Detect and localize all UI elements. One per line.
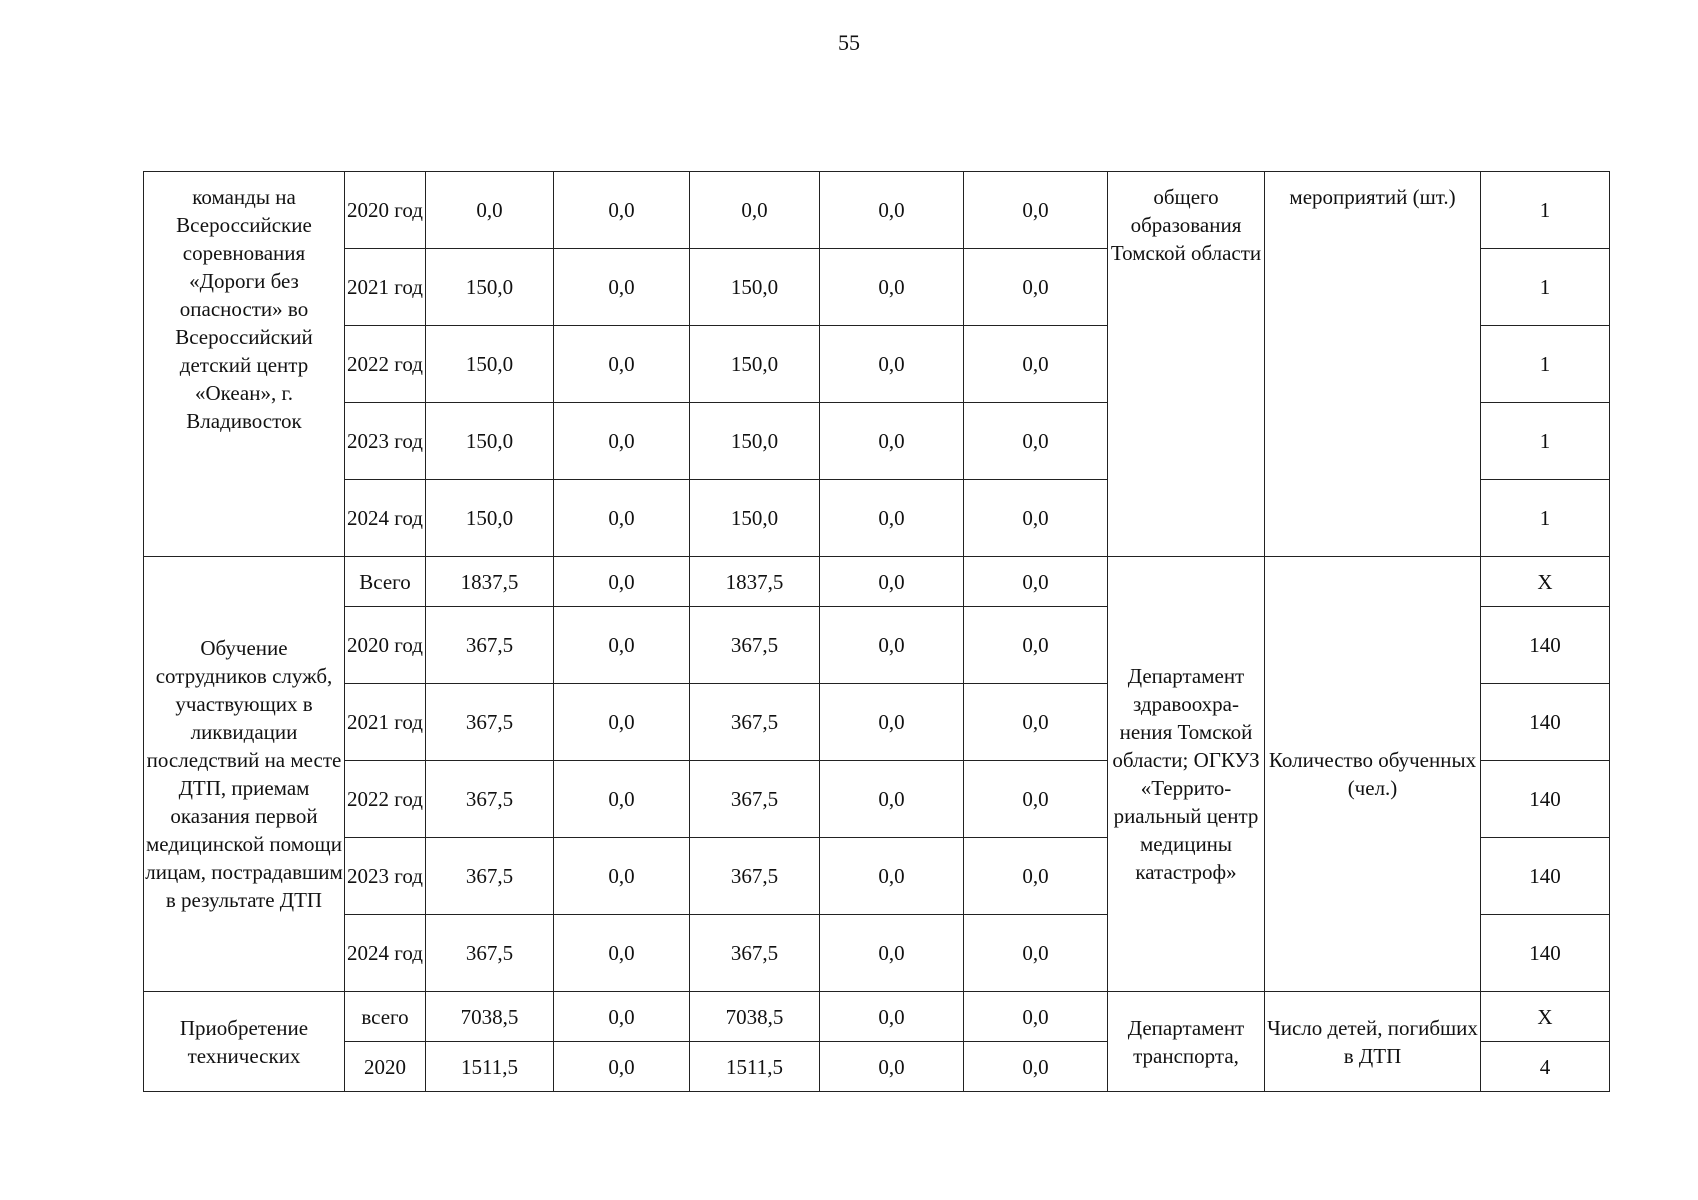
other-sources-cell: 0,0 (964, 403, 1108, 480)
indicator-cell: Количество обученных (чел.) (1265, 557, 1481, 992)
other-sources-cell: 0,0 (964, 326, 1108, 403)
federal-budget-cell: 0,0 (554, 992, 690, 1042)
activity-name-cell: Приобретение технических (144, 992, 345, 1092)
federal-budget-cell: 0,0 (554, 326, 690, 403)
local-budget-cell: 0,0 (820, 607, 964, 684)
local-budget-cell: 0,0 (820, 403, 964, 480)
other-sources-cell: 0,0 (964, 992, 1108, 1042)
year-cell: 2024 год (345, 915, 426, 992)
year-cell: Всего (345, 557, 426, 607)
year-cell: 2020 год (345, 172, 426, 249)
regional-budget-cell: 1511,5 (690, 1042, 820, 1092)
total-cell: 150,0 (426, 249, 554, 326)
other-sources-cell: 0,0 (964, 684, 1108, 761)
target-value-cell: 1 (1481, 249, 1610, 326)
indicator-cell: Число детей, погибших в ДТП (1265, 992, 1481, 1092)
federal-budget-cell: 0,0 (554, 838, 690, 915)
year-cell: 2021 год (345, 249, 426, 326)
regional-budget-cell: 367,5 (690, 838, 820, 915)
indicator-cell: мероприятий (шт.) (1265, 172, 1481, 557)
total-cell: 150,0 (426, 326, 554, 403)
federal-budget-cell: 0,0 (554, 480, 690, 557)
total-cell: 367,5 (426, 684, 554, 761)
regional-budget-cell: 150,0 (690, 326, 820, 403)
total-cell: 1837,5 (426, 557, 554, 607)
total-cell: 367,5 (426, 607, 554, 684)
table-row (144, 172, 1610, 249)
local-budget-cell: 0,0 (820, 1042, 964, 1092)
other-sources-cell: 0,0 (964, 172, 1108, 249)
executor-cell: Департамент транспорта, (1108, 992, 1265, 1092)
regional-budget-cell: 1837,5 (690, 557, 820, 607)
target-value-cell: 1 (1481, 172, 1610, 249)
federal-budget-cell: 0,0 (554, 172, 690, 249)
regional-budget-cell: 367,5 (690, 915, 820, 992)
year-cell: 2021 год (345, 684, 426, 761)
federal-budget-cell: 0,0 (554, 607, 690, 684)
year-cell: 2024 год (345, 480, 426, 557)
year-cell: всего (345, 992, 426, 1042)
other-sources-cell: 0,0 (964, 761, 1108, 838)
other-sources-cell: 0,0 (964, 480, 1108, 557)
year-cell: 2020 год (345, 607, 426, 684)
target-value-cell: 1 (1481, 403, 1610, 480)
regional-budget-cell: 367,5 (690, 607, 820, 684)
total-cell: 150,0 (426, 480, 554, 557)
target-value-cell: 140 (1481, 915, 1610, 992)
table-row (144, 557, 1610, 607)
target-value-cell: X (1481, 557, 1610, 607)
total-cell: 7038,5 (426, 992, 554, 1042)
local-budget-cell: 0,0 (820, 249, 964, 326)
regional-budget-cell: 150,0 (690, 480, 820, 557)
federal-budget-cell: 0,0 (554, 557, 690, 607)
regional-budget-cell: 367,5 (690, 684, 820, 761)
local-budget-cell: 0,0 (820, 992, 964, 1042)
other-sources-cell: 0,0 (964, 249, 1108, 326)
total-cell: 0,0 (426, 172, 554, 249)
target-value-cell: X (1481, 992, 1610, 1042)
total-cell: 367,5 (426, 838, 554, 915)
page-number: 55 (838, 30, 860, 55)
federal-budget-cell: 0,0 (554, 249, 690, 326)
activity-name-cell: команды на Всероссийские соревнования «Дороги без опасности» во Всероссийский детский центр «Океан», г. Владивосток (144, 172, 345, 557)
target-value-cell: 140 (1481, 761, 1610, 838)
federal-budget-cell: 0,0 (554, 403, 690, 480)
local-budget-cell: 0,0 (820, 172, 964, 249)
year-cell: 2023 год (345, 403, 426, 480)
other-sources-cell: 0,0 (964, 557, 1108, 607)
other-sources-cell: 0,0 (964, 1042, 1108, 1092)
local-budget-cell: 0,0 (820, 761, 964, 838)
target-value-cell: 140 (1481, 684, 1610, 761)
regional-budget-cell: 0,0 (690, 172, 820, 249)
other-sources-cell: 0,0 (964, 838, 1108, 915)
total-cell: 1511,5 (426, 1042, 554, 1092)
year-cell: 2020 (345, 1042, 426, 1092)
activity-name-cell: Обучение сотрудников служб, участвующих в ликвидации последствий на месте ДТП, приемам оказания первой медицинской помощи лицам, пострадавшим в результате ДТП (144, 557, 345, 992)
total-cell: 150,0 (426, 403, 554, 480)
federal-budget-cell: 0,0 (554, 1042, 690, 1092)
local-budget-cell: 0,0 (820, 684, 964, 761)
executor-cell: Департамент здравоохра-нения Томской области; ОГКУЗ «Террито-риальный центр медицины катастроф» (1108, 557, 1265, 992)
target-value-cell: 1 (1481, 480, 1610, 557)
regional-budget-cell: 7038,5 (690, 992, 820, 1042)
year-cell: 2023 год (345, 838, 426, 915)
target-value-cell: 4 (1481, 1042, 1610, 1092)
federal-budget-cell: 0,0 (554, 915, 690, 992)
regional-budget-cell: 150,0 (690, 403, 820, 480)
local-budget-cell: 0,0 (820, 557, 964, 607)
total-cell: 367,5 (426, 915, 554, 992)
total-cell: 367,5 (426, 761, 554, 838)
executor-cell: общего образования Томской области (1108, 172, 1265, 557)
year-cell: 2022 год (345, 326, 426, 403)
local-budget-cell: 0,0 (820, 326, 964, 403)
target-value-cell: 140 (1481, 838, 1610, 915)
table-row (144, 992, 1610, 1042)
year-cell: 2022 год (345, 761, 426, 838)
target-value-cell: 1 (1481, 326, 1610, 403)
federal-budget-cell: 0,0 (554, 684, 690, 761)
other-sources-cell: 0,0 (964, 607, 1108, 684)
target-value-cell: 140 (1481, 607, 1610, 684)
regional-budget-cell: 150,0 (690, 249, 820, 326)
local-budget-cell: 0,0 (820, 915, 964, 992)
regional-budget-cell: 367,5 (690, 761, 820, 838)
local-budget-cell: 0,0 (820, 480, 964, 557)
program-table (143, 171, 1610, 1092)
federal-budget-cell: 0,0 (554, 761, 690, 838)
other-sources-cell: 0,0 (964, 915, 1108, 992)
local-budget-cell: 0,0 (820, 838, 964, 915)
